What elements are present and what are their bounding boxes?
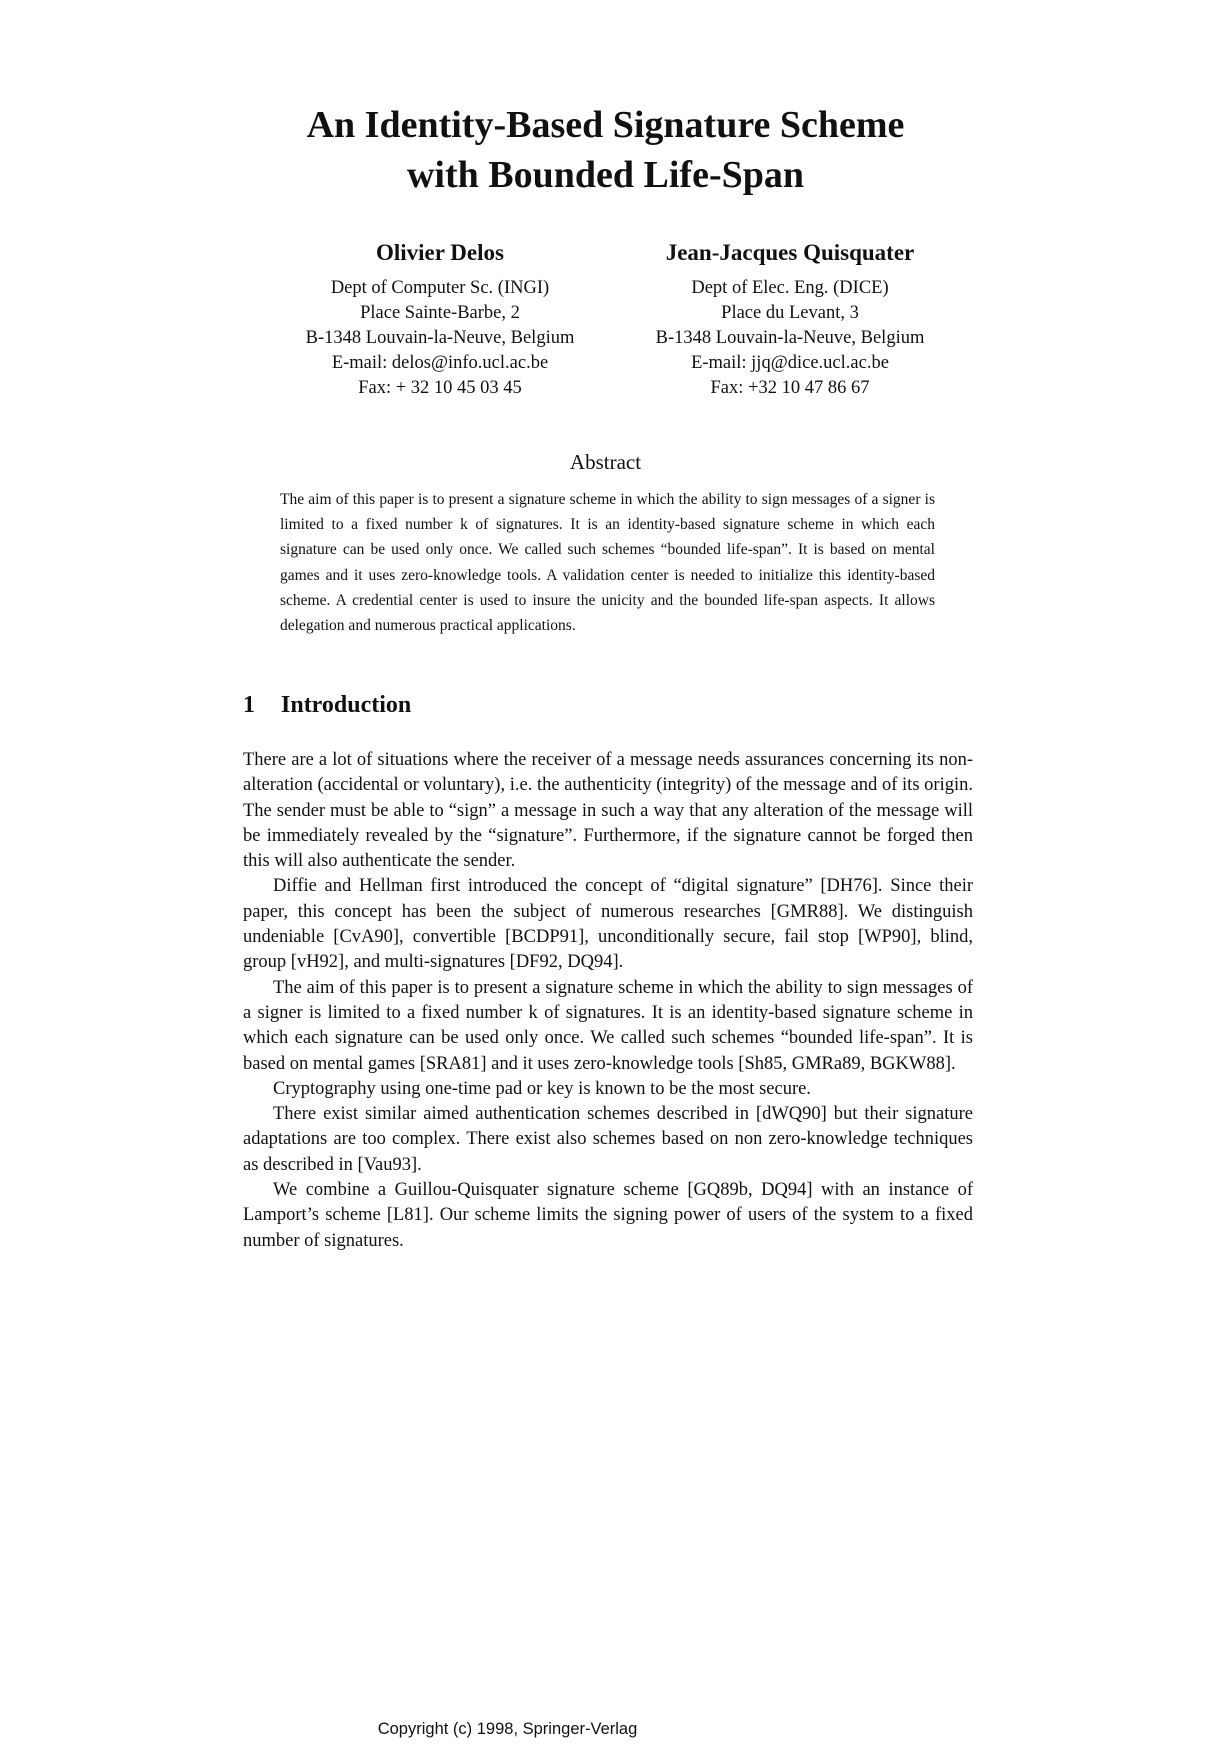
abstract-text: The aim of this paper is to present a signature scheme in which the ability to sign messages of a signer is limited to a fixed number k of signatures. It is an identity-based signature scheme in which each signature can be used only once. We called such schemes “bounded life-span”. It is based on mental games and it uses zero-knowledge tools. A validation center is needed to initialize this identity-based scheme. A credential center is used to insure the unicity and the bounded life-span aspects. It allows delegation and numerous practical applications. — [280, 491, 935, 635]
author-name: Olivier Delos — [376, 240, 504, 265]
author-block-2 — [620, 238, 960, 401]
paper-title — [0, 100, 1211, 200]
section-title: Introduction — [281, 692, 412, 718]
paragraph: We combine a Guillou-Quisquater signature scheme [GQ89b, DQ94] with an instance of Lamport’s scheme [L81]. Our scheme limits the signing power of users of the system to a fixed number of signatures. — [243, 1180, 973, 1251]
copyright-footer: Copyright (c) 1998, Springer-Verlag — [377, 1720, 638, 1738]
section-number: 1 — [243, 692, 255, 718]
author-email: E-mail: jjq@dice.ucl.ac.be — [691, 353, 889, 373]
author-fax: Fax: +32 10 47 86 67 — [710, 378, 870, 398]
author-city: B-1348 Louvain-la-Neuve, Belgium — [655, 328, 925, 348]
paragraph: There are a lot of situations where the receiver of a message needs assurances concerning its non-alteration (accidental or voluntary), i.e. the authenticity (integrity) of the message and of its origin. The sender must be able to “sign” a message in such a way that any alteration of the message will be immediately revealed by the “signature”. Furthermore, if the signature cannot be forged then this will also authenticate the sender. — [243, 750, 973, 872]
abstract-body — [280, 487, 935, 638]
paragraph: Cryptography using one-time pad or key is known to be the most secure. — [273, 1078, 811, 1099]
author-dept: Dept of Elec. Eng. (DICE) — [691, 278, 889, 298]
paragraph: Diffie and Hellman first introduced the concept of “digital signature” [DH76]. Since their paper, this concept has been the subject of numerous researches [GMR88]. We distinguish undeniable [CvA90], convertible [BCDP91], unconditionally secure, fail stop [WP90], blind, group [vH92], and multi-signatures [DF92, DQ94]. — [243, 876, 973, 973]
author-address: Place Sainte-Barbe, 2 — [360, 303, 520, 323]
title-line-1: An Identity-Based Signature Scheme — [306, 104, 905, 146]
paragraph: The aim of this paper is to present a signature scheme in which the ability to sign messages of a signer is limited to a fixed number k of signatures. It is an identity-based signature scheme in which each signature can be used only once. We called such schemes “bounded life-span”. It is based on mental games [SRA81] and it uses zero-knowledge tools [Sh85, GMRa89, BGKW88]. — [243, 977, 973, 1074]
author-address: Place du Levant, 3 — [721, 303, 859, 323]
author-fax: Fax: + 32 10 45 03 45 — [358, 378, 522, 398]
section-heading — [243, 692, 411, 719]
author-block-1 — [270, 238, 610, 401]
author-name: Jean-Jacques Quisquater — [665, 240, 915, 265]
abstract-heading: Abstract — [569, 450, 642, 474]
introduction-body — [243, 748, 973, 1254]
author-email: E-mail: delos@info.ucl.ac.be — [331, 353, 549, 373]
author-city: B-1348 Louvain-la-Neuve, Belgium — [305, 328, 575, 348]
paragraph: There exist similar aimed authentication schemes described in [dWQ90] but their signature adaptations are too complex. There exist also schemes based on non zero-knowledge techniques as described in [Vau93]. — [243, 1104, 973, 1175]
title-line-2: with Bounded Life-Span — [406, 154, 804, 196]
author-dept: Dept of Computer Sc. (INGI) — [330, 278, 550, 298]
